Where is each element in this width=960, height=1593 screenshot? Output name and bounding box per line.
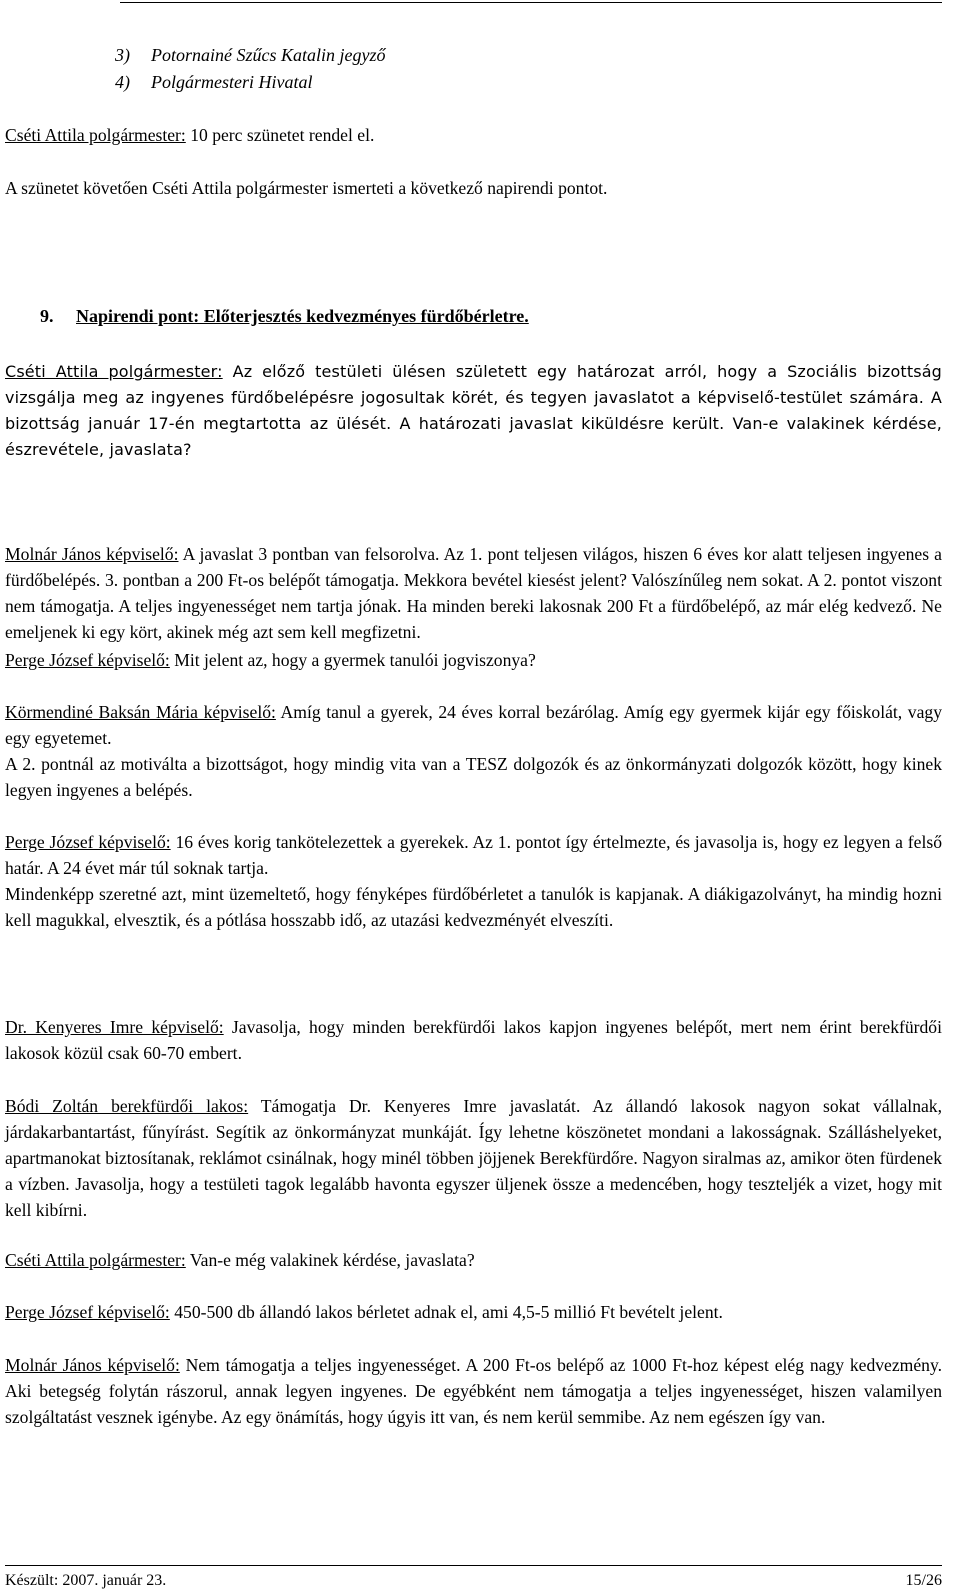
speaker-name: Molnár János képviselő: [5, 1355, 180, 1375]
speaker-name: Perge József képviselő: [5, 1302, 170, 1322]
paragraph-break-announcement: Cséti Attila polgármester: 10 perc szünetet rendel el. [5, 125, 375, 145]
paragraph-molnar-1: Molnár János képviselő: A javaslat 3 pontban van felsorolva. Az 1. pont teljesen világos, hiszen 6 éves kor alatt teljesen ingyenes a fürdőbelépés. 3. pontban a 200 Ft-os belépőt támogatja. Mekkora bevétel kiesést jelent? Valószínűleg nem sokat. A 2. pontot viszont nem támogatja. A teljes ingyenességet nem tartja jónak. Ha minden bereki lakosnak 200 Ft a fürdőbelépő, az már elég kedvező. Ne emeljenek ki egy kört, akinek még azt sem kell megfizetni. [5, 544, 942, 642]
list-item: 3) Potornainé Szűcs Katalin jegyző [115, 45, 386, 65]
paragraph-molnar-2: Molnár János képviselő: Nem támogatja a teljes ingyenességet. A 200 Ft-os belépő az 1000 Ft-hoz képest elég nagy kedvezmény. Aki betegség folytán rászorul, annak legyen ingyenes. De egyébként nem támogatja a teljes ingyenességet, hiszen valamilyen szolgáltatást vesznek igénybe. Az egy önámítás, hogy úgyis itt van, és nem kerül semmibe. Az nem egészen így van. [5, 1355, 943, 1427]
speaker-name: Perge József képviselő: [5, 650, 170, 670]
speaker-name: Cséti Attila polgármester: [5, 362, 223, 381]
speaker-name: Cséti Attila polgármester: [5, 125, 186, 145]
agenda-heading: 9. Napirendi pont: Előterjesztés kedvezményes fürdőbérletre. [40, 306, 529, 326]
speaker-name: Körmendiné Baksán Mária képviselő: [5, 702, 276, 722]
footer-date: Készült: 2007. január 23. [5, 1572, 167, 1589]
speaker-name: Cséti Attila polgármester: [5, 1250, 186, 1270]
speaker-name: Perge József képviselő: [5, 832, 171, 852]
speaker-name: Bódi Zoltán berekfürdői lakos: [5, 1096, 249, 1116]
paragraph-perge-3: Perge József képviselő: 450-500 db állandó lakos bérletet adnak el, ami 4,5-5 millió Ft bevételt jelent. [5, 1302, 723, 1322]
paragraph-mayor-question: Cséti Attila polgármester: Van-e még valakinek kérdése, javaslata? [5, 1250, 475, 1270]
paragraph-mayor-intro: Cséti Attila polgármester: Az előző testületi ülésen született egy határozat arról, hogy a Szociális bizottság vizsgálja meg az ingyenes fürdőbelépésre jogosultak körét, és tegyen javaslatot a képviselő-testület számára. A bizottság január 17-én megtartotta az ülését. A határozati javaslat kiküldésre került. Van-e valakinek kérdése, észrevétele, javaslata? [5, 362, 942, 459]
list-item: 4) Polgármesteri Hivatal [115, 72, 313, 92]
paragraph-kenyeres: Dr. Kenyeres Imre képviselő: Javasolja, hogy minden berekfürdői lakos kapjon ingyenes belépőt, mert nem érint berekfürdői lakosok közül csak 60-70 embert. [5, 1017, 942, 1063]
paragraph-perge-2: Perge József képviselő: 16 éves korig tankötelezettek a gyerekek. Az 1. pontot így értelmezte, és javasolja is, hogy ez legyen a felső határ. A 24 évet már túl soknak tartja. Mindenképp szeretné azt, mint üzemeltető, hogy fényképes fürdőbérletet a tanulók is kapjanak. A diákigazolványt, ha mindig hozni kell magukkal, elvesztik, és a pótlása hosszabb idő, az utazási kedvezményét elveszíti. [5, 832, 942, 930]
page-number: 15/26 [905, 1572, 942, 1589]
paragraph-bodi: Bódi Zoltán berekfürdői lakos: Támogatja Dr. Kenyeres Imre javaslatát. Az állandó lakosok nagyon sokat vállalnak, járdakarbantartást, fűnyírást. Segítik az önkormányzat munkáját. Így lehetne köszönetet mondani a lakosságnak. Szálláshelyeket, apartmanokat biztosítanak, reklámot csinálnak, hogy minél többen jöjjenek Berekfürdőre. Nagyon siralmas az, amikor öten fürdenek a vízben. Javasolja, hogy a testületi tagok legalább havonta egyszer üljenek össze a medencében, hogy teszteljék a vizet, hogy mit kell kibírni. [5, 1096, 942, 1220]
paragraph-kormendine: Körmendiné Baksán Mária képviselő: Amíg tanul a gyerek, 24 éves korral bezárólag. Amíg egy gyermek kijár egy főiskolát, vagy egy egyetemet. A 2. pontnál az motiválta a bizottságot, hogy mindig vita van a TESZ dolgozók és az önkormányzati dolgozók között, hogy kinek legyen ingyenes a belépés. [5, 702, 942, 800]
attendee-list [115, 42, 385, 96]
top-rule [120, 2, 942, 3]
paragraph-perge-1: Perge József képviselő: Mit jelent az, hogy a gyermek tanulói jogviszonya? [5, 650, 536, 670]
speaker-name: Dr. Kenyeres Imre képviselő: [5, 1017, 224, 1037]
paragraph-next-item: A szünetet követően Cséti Attila polgármester ismerteti a következő napirendi pontot. [5, 178, 608, 198]
speaker-name: Molnár János képviselő: [5, 544, 179, 564]
page-footer [5, 1565, 942, 1590]
